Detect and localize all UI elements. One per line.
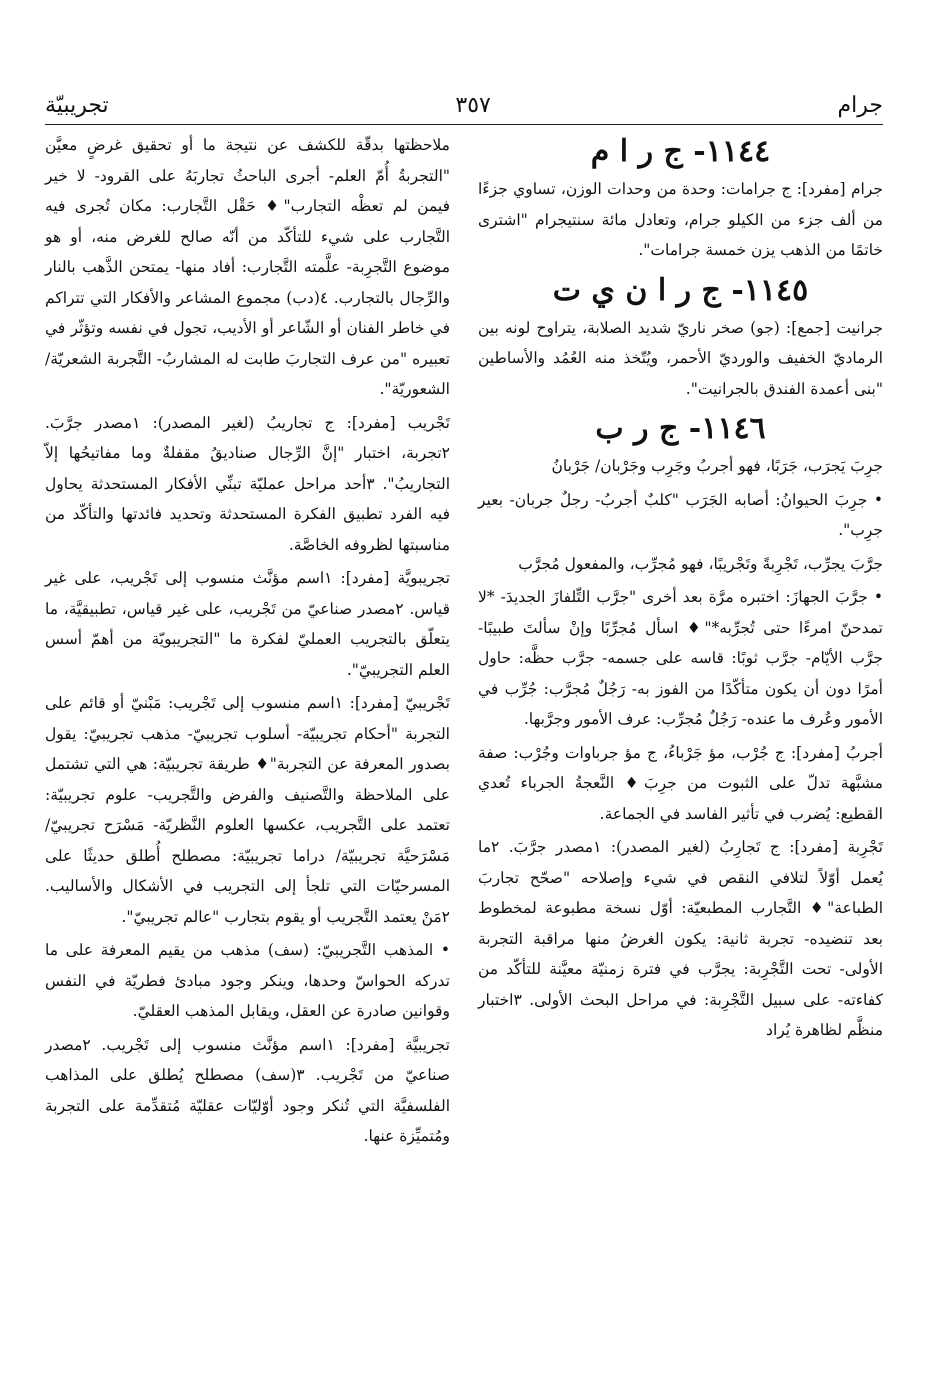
entry-paragraph: تَجْريبيّ [مفرد]: ١اسم منسوب إلى تَجْريب: مَبْنيّ أو قائم على التجربة "أحكام تجريبيّة- أسلوب تجريبيّ- مذهب تجريبيّ: يقول بصدور المعرفة عن التجربة"♦ طريقة تجريبيّة: هي التي تشتمل على الملاحظة والتَّصنيف والفرض والتَّجريب- علوم تجريبيّة: تعتمد على التَّجريب، عكسها العلوم النَّظريّة- مَسْرَح تجريبيّ/ مَسْرَحيَّة تجريبيّة/ دراما تجريبيّة: مصطلح أُطلق حديثًا على المسرحيّات التي تلجأ إلى التجريب في الأشكال والأساليب. ٢مَنْ يعتمد التَّجريب أو يقوم بتجارب "عالم تجريبيّ". [45,694,450,926]
entry-paragraph: جرانيت [جمع]: (جو) صخر ناريّ شديد الصلابة، يتراوح لونه بين الرماديّ الخفيف والورديّ الأحمر، ويُتّخذ منه العُمُد والأساطين "بنى أعمدة الفندق بالجرانيت". [478,318,883,398]
page-number: ٣٥٧ [455,93,491,118]
root-heading: ١١٤٥- ج ر ا ن ي ت [552,272,809,308]
entry-paragraph: ملاحظتها بدقّة للكشف عن نتيجة ما أو تحقيق غرضٍ معيَّن "التجربةُ أُمّ العلم- أجرى الباحثُ تجاربَهُ على القرود- لا خير فيمن لم تعظْه التجارب"♦ حَقْل التَّجارب: مكان تُجرى فيه التَّجارب على شيء للتأكّد من أنّه صالح للغرض منه، أو هو موضوع التَّجرِبة- علَّمته التَّجارب: أفاد منها- يمتحن الذَّهب بالنار والرِّجال بالتجارب. ٤(دب) مجموع المشاعر والأفكار التي تتراكم في خاطر الفنان أو الشّاعر أو الأديب، تجول في نفسه وتؤثّر في تعبيره "من عرف التجاربَ طابت له المشاربُ- التَّجربة الشعريّة/ الشعوريّة". [45,136,450,398]
page-header [45,62,883,125]
entry-paragraph: • المذهب التَّجريبيّ: (سف) مذهب من يقيم المعرفة على ما تدركه الحواسّ وحدها، وينكر وجود مبادئ فطريّة في النفس وقوانين صادرة عن العقل، ويقابل المذهب العقليّ. [45,941,450,1020]
right-column [478,130,883,1363]
entry-paragraph: • جرَّبَ الجهازَ: اختبره مرَّة بعد أخرى "جرَّب التِّلفازَ الجديدَ- *لا تمدحنّ امرءًا حتى تُجرِّبه*"♦ اسأل مُجرِّبًا وإنْ سألتَ طبيبًا- جرَّب الأيّام- جرَّب ثوبًا: قاسه على جسمه- جرَّب حظَّه: حاول أمرًا دون أن يكون متأكّدًا من الفوز به- رَجُلٌ مُجرَّب: جُرِّب في الأمور وعُرف ما عنده- رَجُلٌ مُجرِّب: عرف الأمور وجرَّبها. [478,588,883,728]
entry-paragraph: تجريبيَّة [مفرد]: ١اسم مؤنَّث منسوب إلى تَجْريب. ٢مصدر صناعيّ من تَجْريب. ٣(سف) مصطلح يُطلق على المذاهب الفلسفيَّة التي تُنكر وجود أوّليّات عقليّة مُتقدِّمة على التجربة ومُتميِّزة عنها. [45,1035,450,1145]
entry-paragraph: جرَّبَ يجرِّب، تَجْرِبةً وتَجْريبًا، فهو مُجرِّب، والمفعول مُجرَّب [518,554,883,573]
entry-paragraph: تجريبويَّة [مفرد]: ١اسم مؤنَّث منسوب إلى تَجْريب، على غير قياس. ٢مصدر صناعيّ من تَجْريب، على غير قياس، تطبيقيَّة، ما يتعلّق بالتجريب العمليّ لفكرة ما "التجريبويّة من أهمّ أسس العلم التجريبيّ". [45,569,450,679]
left-column [45,130,450,1363]
entry-paragraph: جرام [مفرد]: ج جرامات: وحدة من وحدات الوزن، تساوي جزءًا من ألف جزء من الكيلو جرام، وتعادل مائة سنتيجرام "اشترى خاتمًا من الذهب يزن خمسة جرامات". [478,180,883,259]
columns [45,130,883,1363]
entry-paragraph: أجربُ [مفرد]: ج جُرْب، مؤ جَرْباءُ، ج مؤ جرباوات وجُرْب: صفة مشبَّهة تدلّ على الثبوت من جرِبَ♦ النَّعجةُ الجرباء تُعدي القطيع: يُضرب في تأثير الفاسد في الجماعة. [478,743,883,823]
entry-paragraph: جرِبَ يَجرَب، جَرَبًا، فهو أجربُ وجَرِب وجَرْبان/ جَرْبانُ [551,457,883,475]
entry-paragraph: تَجْريب [مفرد]: ج تجاريبُ (لغير المصدر): ١مصدر جرَّبَ. ٢تجربة، اختبار "إنَّ الرِّجال صناديقُ مقفلةٌ وما مفاتيحُها إلاّ التجاريبُ". ٣أحد مراحل عمليّة تبنِّي الأفكار المستحدثة يحاول فيه الفرد تطبيق الفكرة المستحدثة وتحديد فائدتها والتأكّد من مناسبتها لظروفه الخاصَّة. [45,413,450,554]
header-left-word: تجريبيّة [45,93,109,118]
root-heading: ١١٤٤- ج ر ا م [590,134,771,169]
entry-paragraph: • جرِبَ الحيوانُ: أصابه الجَرَب "كلبٌ أجربُ- رجلٌ جربان- بعير جرِب". [478,490,883,539]
entry-paragraph: تَجْرِبة [مفرد]: ج تَجارِبُ (لغير المصدر): ١مصدر جرَّبَ. ٢ما يُعمل أوّلاً لتلافي النقص في شيء وإصلاحه "صحّح تجاربَ الطباعة"♦ التَّجارب المطبعيّة: أوّل نسخة مطبوعة لمخطوط بعد تنضيده- تجربة ثانية: يكون الغرضُ منها مراقبة التجربة الأولى- تحت التَّجْرِبة: يجرَّب في فترة زمنيّة معيَّنة للتأكّد من كفاءته- على سبيل التَّجْرِبة: في مراحل البحث الأولى. ٣اختبار منظَّم لظاهرة يُراد [478,838,883,1039]
root-heading: ١١٤٦- ج ر ب [595,411,766,446]
header-right-word: جرام [837,93,883,118]
